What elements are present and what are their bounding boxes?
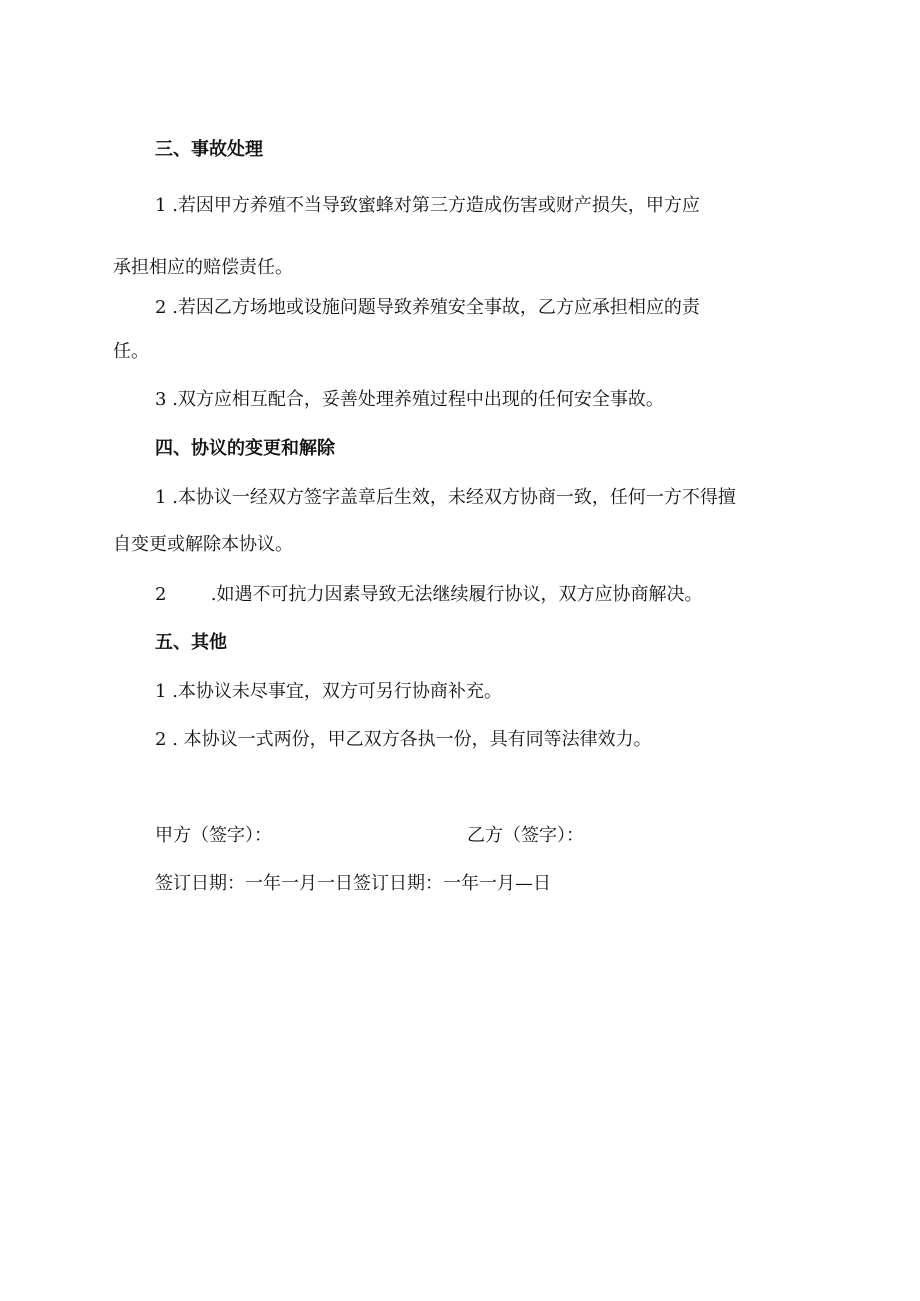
section-heading-other: 五、其他 [155,632,227,653]
clause-number: 2 [155,297,167,318]
party-b-signature-label: 乙方（签字）： [467,825,584,846]
section-heading-amendment: 四、协议的变更和解除 [155,438,335,459]
clause-4-1 [155,486,736,510]
clause-5-1 [155,680,502,704]
section-heading-accident: 三、事故处理 [155,139,263,160]
clause-number: 2 [155,584,167,605]
clause-3-2 [155,296,700,320]
clause-4-2 [155,583,702,607]
clause-number: 1 [155,681,167,702]
clause-text: .若因甲方养殖不当导致蜜蜂对第三方造成伤害或财产损失，甲方应 [172,195,700,216]
clause-text: . 本协议一式两份，甲乙双方各执一份，具有同等法律效力。 [172,729,652,750]
clause-text: .本协议一经双方签字盖章后生效，未经双方协商一致，任何一方不得擅 [172,487,736,508]
clause-3-2-continued: 任。 [113,341,149,362]
party-a-signature-label: 甲方（签字）： [155,825,272,846]
signing-date-line: 签订日期：一年一月一日签订日期：一年一月—日 [155,873,551,894]
clause-5-2 [155,728,652,752]
clause-3-3 [155,388,664,412]
clause-number: 2 [155,729,167,750]
clause-number: 3 [155,389,167,410]
clause-3-1-continued: 承担相应的赔偿责任。 [113,257,293,278]
clause-text: .双方应相互配合，妥善处理养殖过程中出现的任何安全事故。 [172,389,664,410]
clause-text: .如遇不可抗力因素导致无法继续履行协议，双方应协商解决。 [210,584,703,605]
clause-4-1-continued: 自变更或解除本协议。 [113,534,293,555]
clause-3-1 [155,194,700,218]
clause-text: .若因乙方场地或设施问题导致养殖安全事故，乙方应承担相应的责 [172,297,700,318]
clause-number: 1 [155,487,167,508]
clause-text: .本协议未尽事宜，双方可另行协商补充。 [172,681,502,702]
clause-number: 1 [155,195,167,216]
